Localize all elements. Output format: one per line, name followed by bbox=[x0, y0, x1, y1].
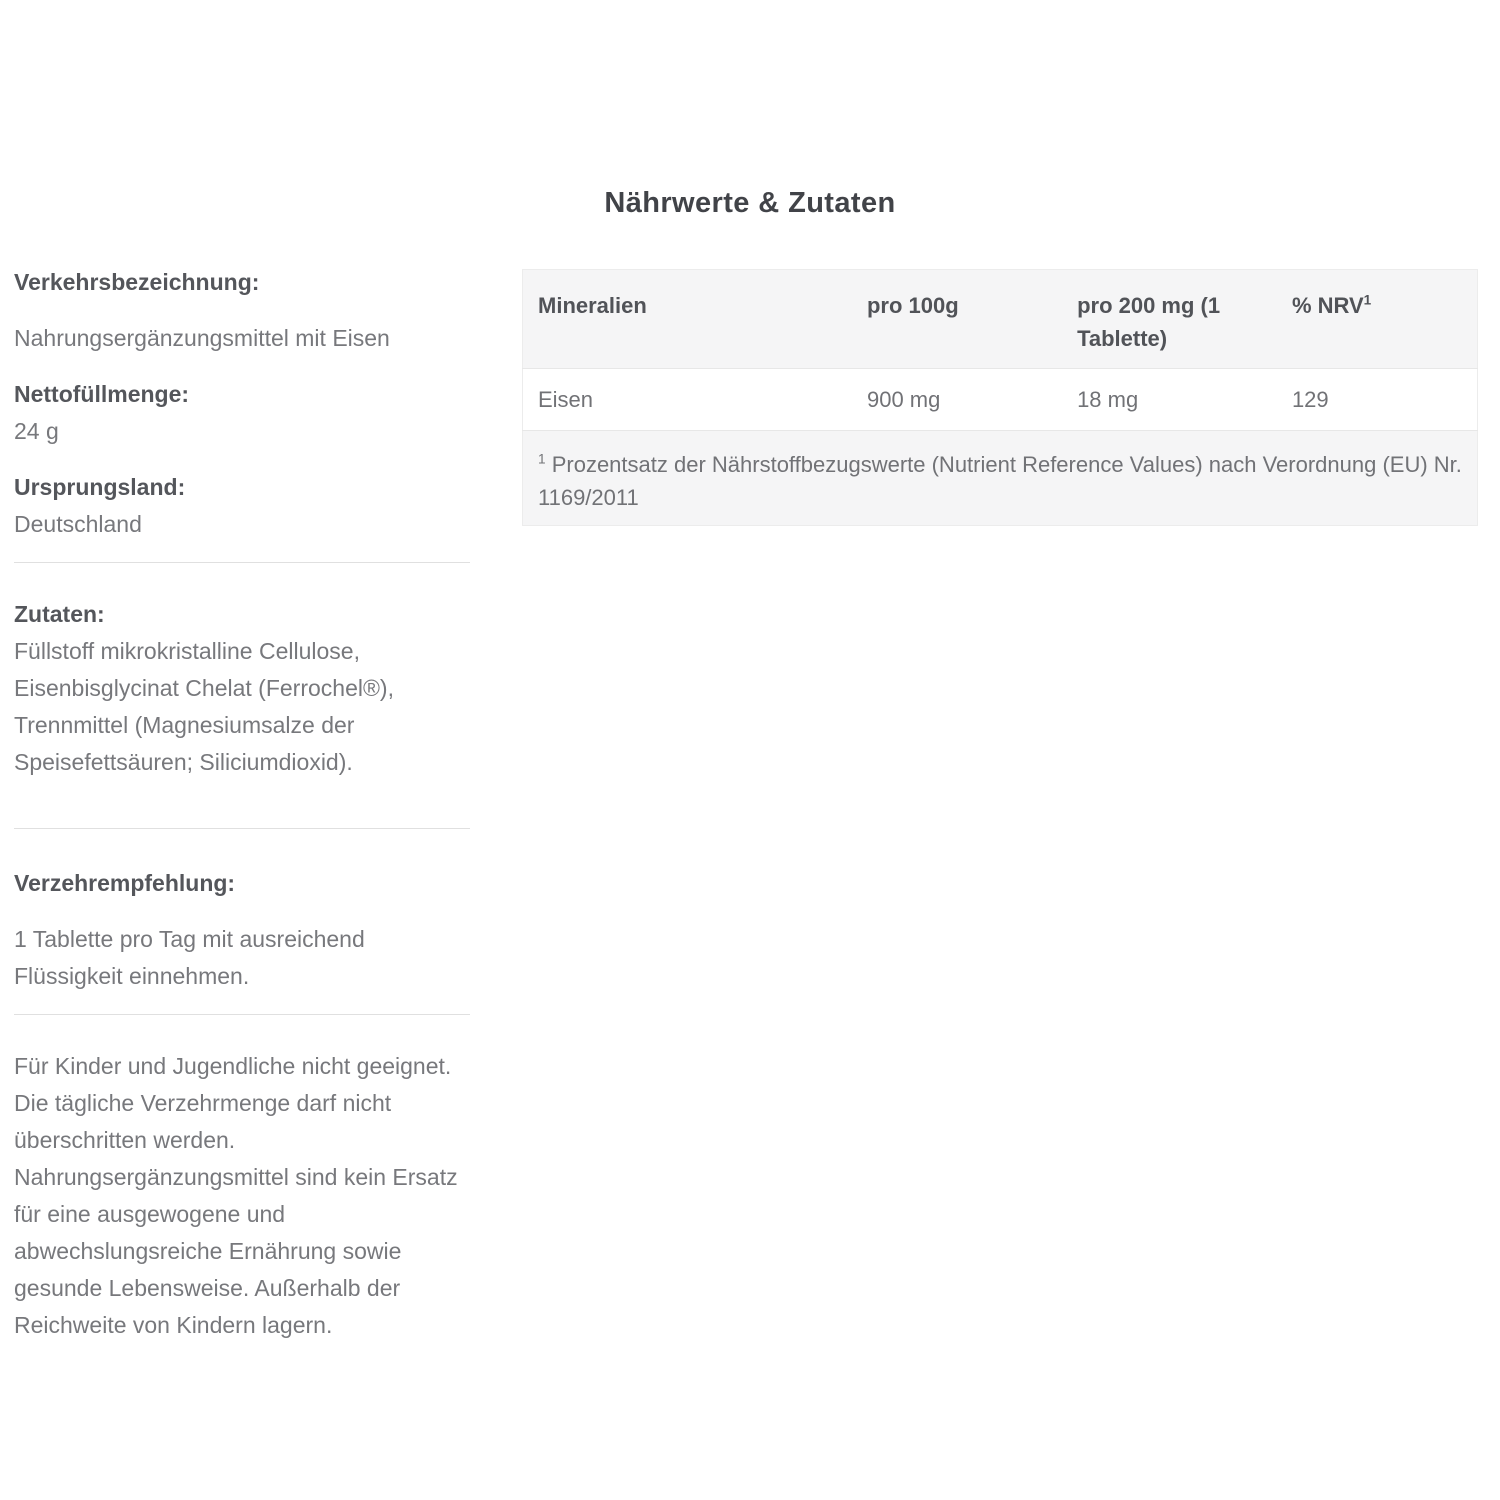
table-footnote-row bbox=[523, 431, 1478, 526]
verkehrsbezeichnung-label-text: Verkehrsbezeichnung: bbox=[14, 269, 260, 295]
cell-per-200mg: 18 mg bbox=[1062, 369, 1277, 431]
header-pro-200mg: pro 200 mg (1 Tablette) bbox=[1062, 270, 1277, 369]
divider bbox=[14, 562, 470, 563]
header-pro-100g: pro 100g bbox=[852, 270, 1062, 369]
product-details-column bbox=[14, 264, 470, 1363]
page-title: Nährwerte & Zutaten bbox=[604, 187, 896, 220]
warning-text: Für Kinder und Jugendliche nicht geeignet. Die tägliche Verzehrmenge darf nicht überschritten werden. Nahrungsergänzungsmittel sind kein Ersatz für eine ausgewogene und abwechslungsreiche Ernährung sowie gesunde Lebensweise. Außerhalb der Reichweite von Kindern lagern. bbox=[14, 1053, 458, 1338]
ursprungsland-value: Deutschland bbox=[14, 511, 142, 537]
nettofuellmenge-block bbox=[14, 376, 470, 450]
verzehrempfehlung-label-text: Verzehrempfehlung: bbox=[14, 870, 236, 896]
header-nrv: % NRV$^1$ bbox=[1277, 270, 1478, 369]
verkehrsbezeichnung-value: Nahrungsergänzungsmittel mit Eisen bbox=[14, 325, 390, 351]
nutrition-table bbox=[522, 269, 1478, 526]
header-mineralien: Mineralien bbox=[523, 270, 852, 369]
divider bbox=[14, 828, 470, 829]
table-footnote bbox=[523, 431, 1478, 526]
nettofuellmenge-value: 24 g bbox=[14, 418, 59, 444]
cell-per-100g: 900 mg bbox=[852, 369, 1062, 431]
verzehrempfehlung-label bbox=[14, 865, 470, 902]
zutaten-value: Füllstoff mikrokristalline Cellulose, Eisenbisglycinat Chelat (Ferrochel®), Trennmittel (Magnesiumsalze der Speisefettsäuren; Siliciumdioxid). bbox=[14, 638, 394, 775]
ursprungsland-label-text: Ursprungsland: bbox=[14, 474, 186, 500]
nrv-footnote-marker: 1 bbox=[1363, 292, 1372, 308]
zutaten-block bbox=[14, 596, 470, 781]
zutaten-label-text: Zutaten: bbox=[14, 601, 105, 627]
ursprungsland-block bbox=[14, 469, 470, 543]
footnote-marker: 1 bbox=[538, 451, 546, 467]
divider bbox=[14, 1014, 470, 1015]
cell-nrv: 129 bbox=[1277, 369, 1478, 431]
verzehrempfehlung-value: 1 Tablette pro Tag mit ausreichend Flüssigkeit einnehmen. bbox=[14, 926, 365, 989]
nettofuellmenge-label-text: Nettofüllmenge: bbox=[14, 381, 190, 407]
table-row bbox=[523, 369, 1478, 431]
footnote-text: Prozentsatz der Nährstoffbezugswerte (Nutrient Reference Values) nach Verordnung (EU) Nr. 1169/2011 bbox=[538, 452, 1462, 510]
verkehrsbezeichnung-label bbox=[14, 264, 470, 301]
table-header-row bbox=[523, 270, 1478, 369]
cell-mineral-name: Eisen bbox=[523, 369, 852, 431]
